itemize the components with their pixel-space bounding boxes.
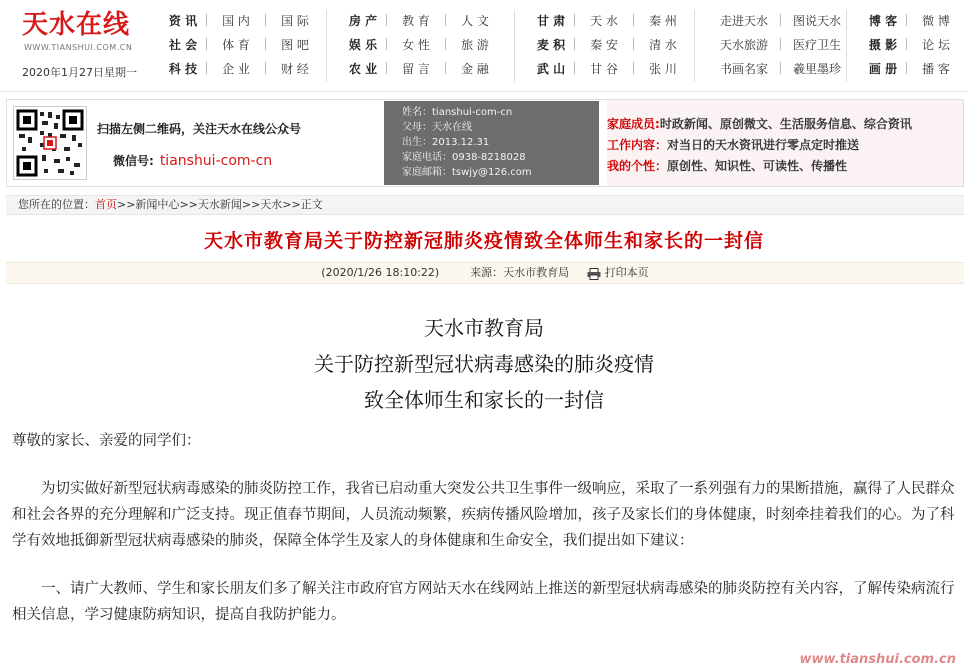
- wechat-id: tianshui-com-cn: [159, 153, 273, 169]
- qr-code-image: [13, 106, 87, 180]
- breadcrumb-prefix: 您所在的位置：: [18, 198, 95, 211]
- breadcrumb-current: >>正文: [282, 198, 323, 211]
- profile-line: 姓名：tianshui-com-cn: [402, 107, 513, 118]
- print-button[interactable]: [573, 263, 649, 283]
- nav-link[interactable]: 财 经: [281, 61, 309, 76]
- nav-link[interactable]: 教 育: [402, 13, 430, 28]
- nav-row: [528, 8, 692, 32]
- nav-link[interactable]: 图说天水: [792, 13, 841, 28]
- family-line: 家庭成员:时政新闻、原创微文、生活服务信息、综合资讯: [607, 117, 912, 131]
- nav-link[interactable]: 甘 肃: [536, 13, 566, 28]
- article-source: 来源：天水市教育局: [470, 266, 570, 279]
- qr-follow-text: 扫描左侧二维码，关注天水在线公众号: [97, 122, 302, 136]
- article-headline: 天水市教育局关于防控新冠肺炎疫情致全体师生和家长的一封信: [203, 230, 764, 252]
- nav-row: [340, 32, 504, 56]
- nav-link[interactable]: 秦 安: [590, 37, 618, 52]
- nav-link[interactable]: 金 融: [461, 61, 489, 76]
- breadcrumb-home-link[interactable]: 首页: [95, 198, 117, 211]
- nav-row: [340, 8, 504, 32]
- article-datetime: (2020/1/26 18:10:22): [321, 266, 440, 279]
- nav-link[interactable]: 社 会: [168, 37, 198, 52]
- wechat-label: 微信号:: [113, 154, 154, 168]
- nav-link[interactable]: 羲里墨珍: [792, 61, 841, 76]
- nav-row: [708, 8, 853, 32]
- nav-link[interactable]: 摄 影: [868, 37, 898, 52]
- site-logo[interactable]: [22, 10, 152, 88]
- nav-group: [528, 8, 692, 86]
- nav-divider: [846, 10, 847, 82]
- nav-link[interactable]: 资 讯: [168, 13, 198, 28]
- nav-link[interactable]: 甘 谷: [590, 61, 618, 76]
- article-title-line-2: 关于防控新型冠状病毒感染的肺炎疫情: [314, 352, 654, 376]
- nav-row: [160, 56, 324, 80]
- nav-link[interactable]: 清 水: [649, 37, 677, 52]
- nav-row: [708, 56, 853, 80]
- profile-line: 家庭邮箱：tswjy@126.com: [402, 167, 532, 178]
- site-header: [0, 0, 968, 92]
- breadcrumb-tianshui-link[interactable]: >>天水: [241, 198, 283, 211]
- article-paragraph: 为切实做好新型冠状病毒感染的肺炎防控工作，我省已启动重大突发公共卫生事件一级响应，采取了一系列强有力的果断措施，赢得了人民群众和社会各界的充分理解和广泛支持。现正值春节期间，人员流动频繁，疾病传播风险增加，孩子及家长们的身体健康，时刻牵挂着我们的心。为了科学有效地抵御新型冠状病毒感染的肺炎，保障全体学生及家人的身体健康和生命安全，我们提出如下建议：: [12, 481, 955, 549]
- nav-row: [528, 32, 692, 56]
- nav-row: [340, 56, 504, 80]
- nav-link[interactable]: 国 际: [281, 13, 309, 28]
- nav-link[interactable]: 书画名家: [719, 61, 768, 76]
- nav-row: [860, 8, 965, 32]
- nav-link[interactable]: 国 内: [222, 13, 250, 28]
- nav-divider: [514, 10, 515, 82]
- nav-link[interactable]: 微 博: [922, 13, 950, 28]
- nav-link[interactable]: 播 客: [922, 61, 950, 76]
- nav-link[interactable]: 企 业: [222, 61, 250, 76]
- nav-link[interactable]: 房 产: [348, 13, 378, 28]
- nav-row: [160, 8, 324, 32]
- nav-link[interactable]: 博 客: [868, 13, 898, 28]
- breadcrumb-news-center-link[interactable]: >>新闻中心: [117, 198, 180, 211]
- nav-row: [160, 32, 324, 56]
- nav-link[interactable]: 医疗卫生: [792, 37, 841, 52]
- nav-link[interactable]: 人 文: [461, 13, 489, 28]
- wechat-id-line: [113, 152, 272, 169]
- nav-row: [860, 32, 965, 56]
- nav-link[interactable]: 农 业: [348, 61, 378, 76]
- nav-link[interactable]: 女 性: [402, 37, 430, 52]
- printer-icon: [587, 267, 601, 279]
- nav-link[interactable]: 秦 州: [649, 13, 677, 28]
- nav-row: [708, 32, 853, 56]
- breadcrumb-tianshui-news-link[interactable]: >>天水新闻: [179, 198, 242, 211]
- header-date: 2020年1月27日星期一: [22, 66, 137, 79]
- profile-line: 父母：天水在线: [402, 122, 472, 133]
- nav-link[interactable]: 天水旅游: [719, 37, 768, 52]
- nav-row: [528, 56, 692, 80]
- family-line: 我的个性：原创性、知识性、可读性、传播性: [607, 159, 848, 173]
- profile-line: 出生：2013.12.31: [402, 137, 490, 148]
- nav-link[interactable]: 体 育: [222, 37, 250, 52]
- family-info: [607, 100, 963, 186]
- nav-link[interactable]: 武 山: [536, 61, 566, 76]
- nav-group: [860, 8, 965, 86]
- nav-divider: [326, 10, 327, 82]
- nav-group: [160, 8, 324, 86]
- nav-link[interactable]: 论 坛: [922, 37, 950, 52]
- profile-card: [384, 101, 599, 185]
- nav-group: [708, 8, 853, 86]
- nav-divider: [694, 10, 695, 82]
- nav-link[interactable]: 天 水: [590, 13, 618, 28]
- nav-link[interactable]: 科 技: [168, 61, 198, 76]
- article-title-line-3: 致全体师生和家长的一封信: [364, 388, 604, 412]
- nav-link[interactable]: 旅 游: [461, 37, 489, 52]
- nav-link[interactable]: 走进天水: [719, 13, 768, 28]
- site-watermark: www.tianshui.com.cn: [799, 652, 956, 667]
- logo-domain: WWW.TIANSHUI.COM.CN: [24, 43, 133, 52]
- breadcrumb: [6, 195, 964, 215]
- article-greeting: 尊敬的家长、亲爱的同学们：: [12, 433, 201, 449]
- article-meta: [6, 262, 964, 284]
- nav-group: [340, 8, 504, 86]
- wechat-banner: [6, 99, 964, 187]
- print-label: 打印本页: [604, 266, 649, 279]
- article-title-line-1: 天水市教育局: [424, 316, 544, 340]
- article-body: [12, 428, 958, 642]
- profile-line: 家庭电话：0938-8218028: [402, 152, 526, 163]
- nav-link[interactable]: 图 吧: [281, 37, 309, 52]
- nav-row: [860, 56, 965, 80]
- article-paragraph: 一、请广大教师、学生和家长朋友们多了解关注市政府官方网站天水在线网站上推送的新型冠状病毒感染的肺炎防控有关内容，了解传染病流行相关信息，学习健康防病知识，提高自我防护能力。: [12, 581, 955, 623]
- nav-link[interactable]: 张 川: [649, 61, 677, 76]
- family-line: 工作内容：对当日的天水资讯进行零点定时推送: [607, 138, 860, 152]
- nav-link[interactable]: 麦 积: [536, 37, 566, 52]
- nav-link[interactable]: 娱 乐: [348, 37, 378, 52]
- nav-link[interactable]: 留 言: [402, 61, 430, 76]
- nav-link[interactable]: 画 册: [868, 61, 898, 76]
- logo-text: 天水在线: [22, 10, 131, 40]
